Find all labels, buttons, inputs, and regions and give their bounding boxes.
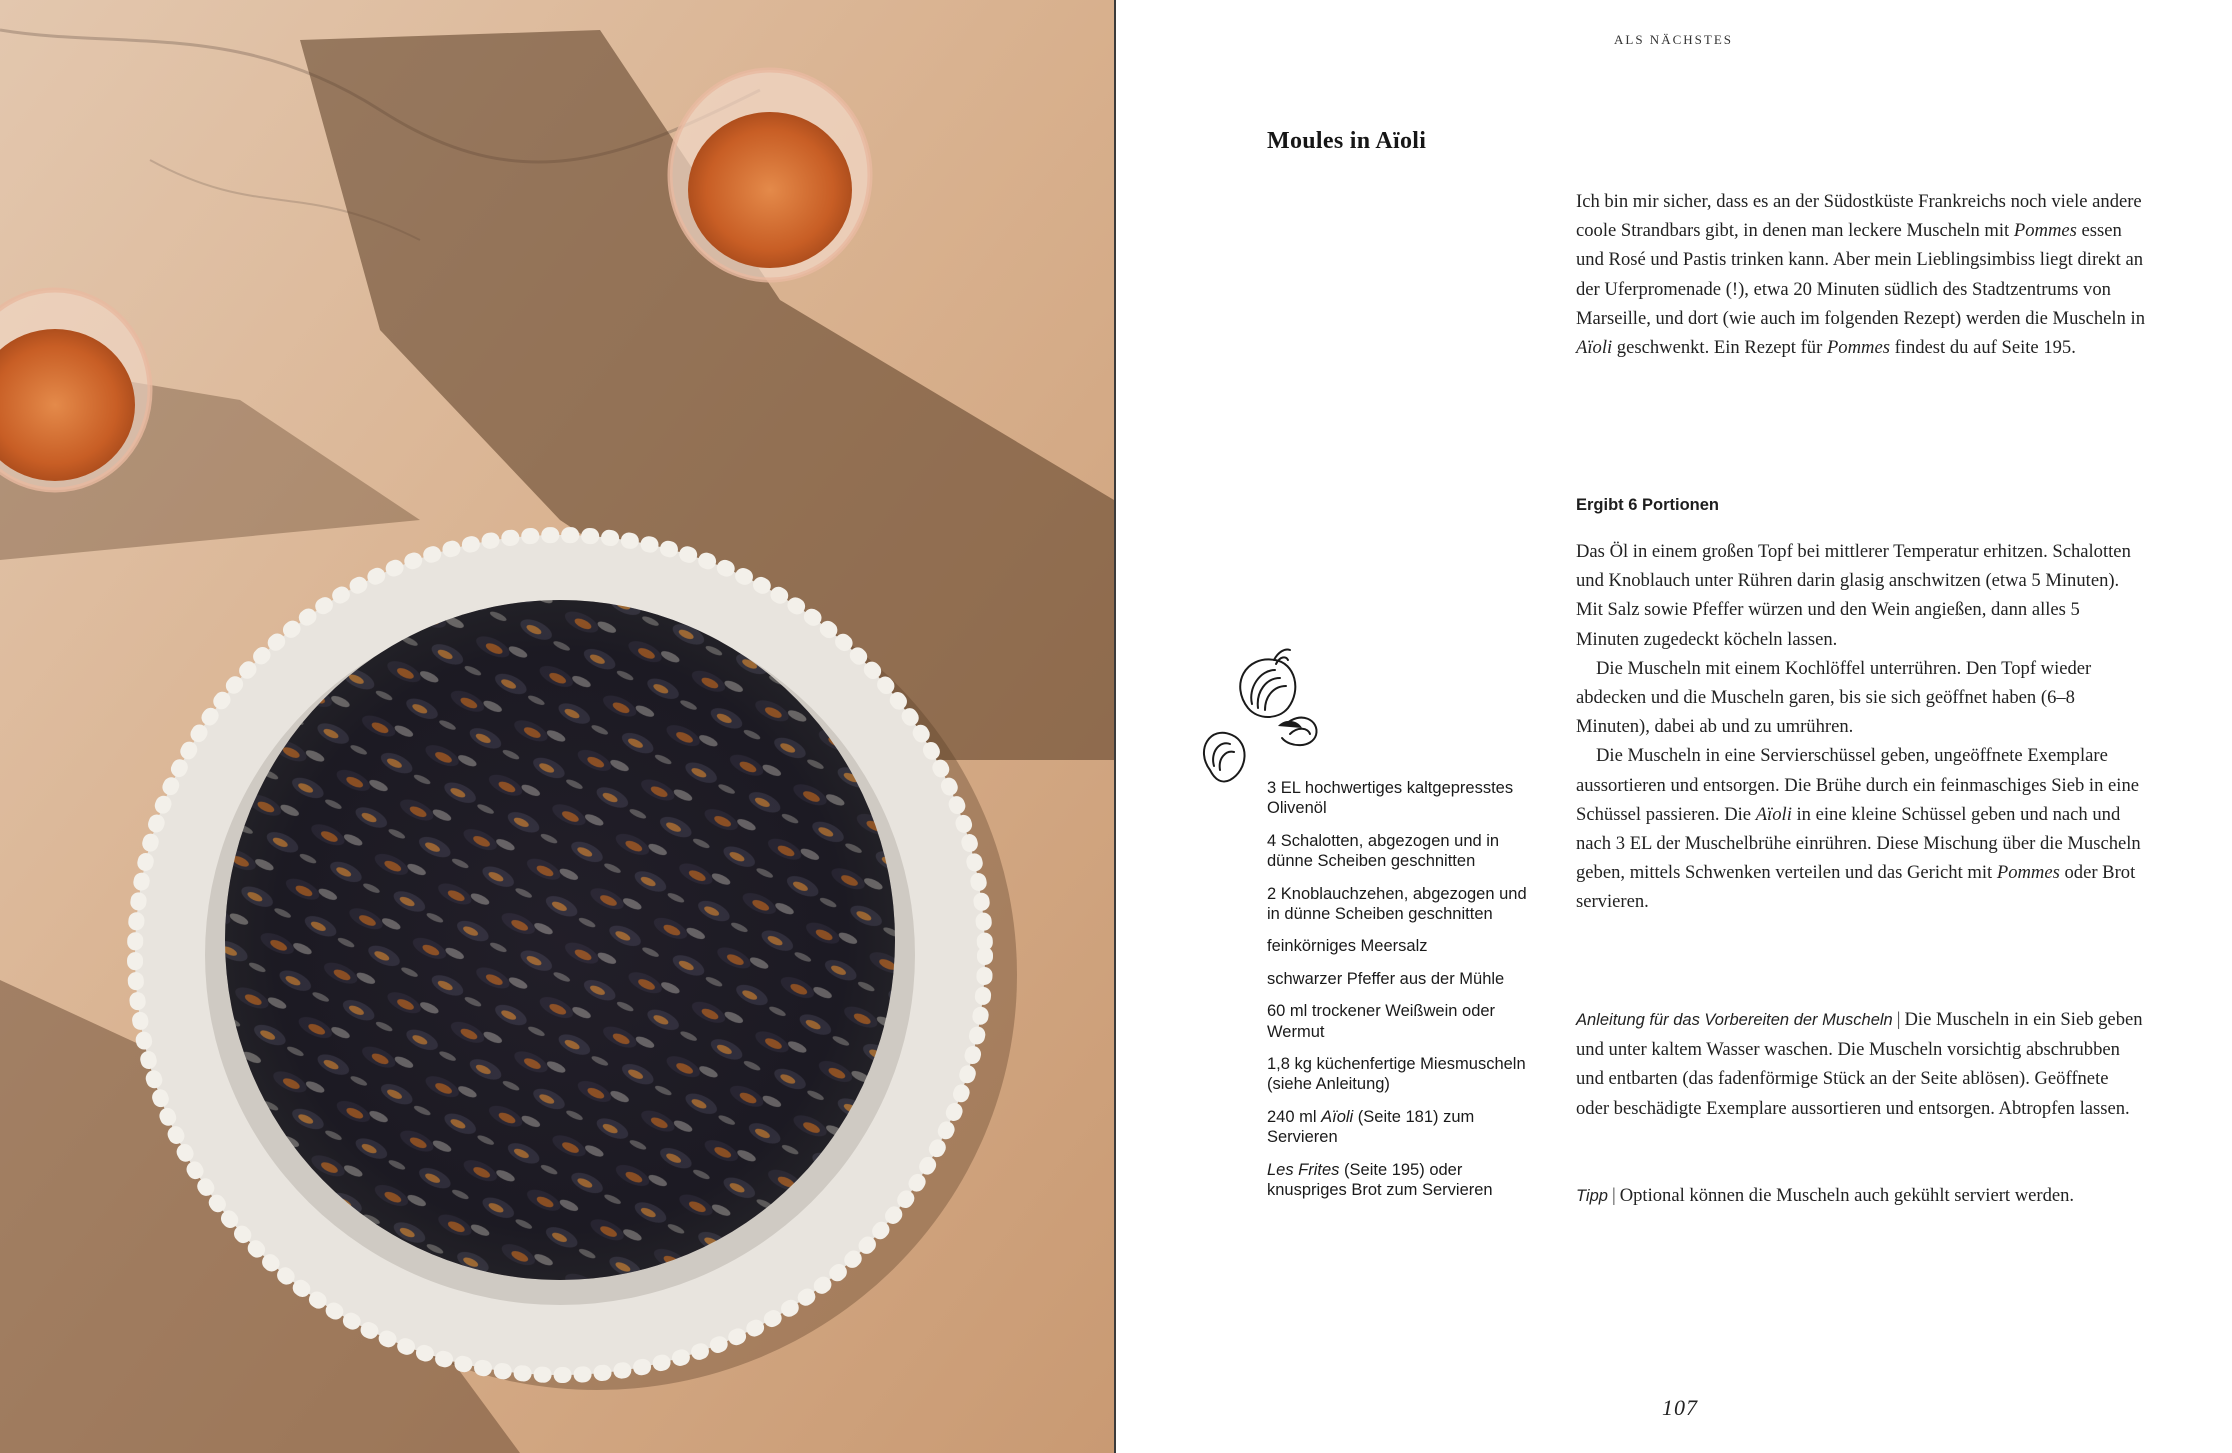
method-step-1 bbox=[1576, 537, 2146, 654]
yield-label: Ergibt 6 Portionen bbox=[1576, 496, 1720, 514]
clam-illustration-icon bbox=[1190, 630, 1330, 795]
method-step-run: Aïoli bbox=[1755, 803, 1792, 825]
method-step-run: Die Muscheln mit einem Kochlöffel unterrühren. Den Topf wieder abdecken und die Muscheln garen, bis sie sich geöffnet haben (6–8 Minuten), dabei ab und zu umrühren. bbox=[1576, 657, 2092, 738]
tip-label: Tipp bbox=[1576, 1187, 1608, 1205]
ingredient-run: Les Frites bbox=[1267, 1160, 1340, 1179]
ingredient-item bbox=[1267, 884, 1537, 925]
method-step-2 bbox=[1576, 654, 2146, 742]
intro-run: geschwenkt. Ein Rezept für bbox=[1612, 337, 1827, 359]
ingredient-run: 60 ml trockener Weißwein oder Wermut bbox=[1267, 1002, 1496, 1041]
intro-run: essen und Rosé und Pastis trinken kann. Aber mein Lieblingsimbiss liegt direkt an der Uferpromenade (!), etwa 20 Minuten südlich des Stadtzentrums von Marseille, und dort (wie auch im folgenden Rezept) werden die Muscheln in bbox=[1576, 220, 2145, 329]
ingredient-run: 3 EL hochwertiges kaltgepresstes Olivenöl bbox=[1267, 779, 1514, 818]
ingredient-run: Aïoli bbox=[1321, 1107, 1354, 1126]
ingredient-item bbox=[1267, 936, 1537, 956]
recipe-intro bbox=[1576, 187, 2146, 362]
ingredient-item bbox=[1267, 1054, 1537, 1095]
prep-note-text: Die Muscheln in ein Sieb geben und unter kaltem Wasser waschen. Die Muscheln vorsichtig abschrubben und entbarten (das fadenförmige Stück an der Seite ablösen). Geöffnete oder beschädigte Exemplare aussortieren und entsorgen. Abtropfen lassen. bbox=[1576, 1009, 2143, 1119]
ingredient-item bbox=[1267, 1160, 1537, 1201]
ingredient-list bbox=[1267, 778, 1537, 1213]
photo-mussels-in-bowl bbox=[0, 0, 1114, 1453]
running-head: ALS NÄCHSTES bbox=[1614, 32, 1733, 47]
method-step-3 bbox=[1576, 741, 2146, 916]
ingredient-run: schwarzer Pfeffer aus der Mühle bbox=[1267, 969, 1505, 988]
prep-note-label: Anleitung für das Vorbereiten der Muscheln bbox=[1576, 1011, 1893, 1029]
ingredient-run: 1,8 kg küchenfertige Miesmuscheln (siehe Anleitung) bbox=[1267, 1055, 1526, 1094]
ingredient-run: 240 ml bbox=[1267, 1107, 1322, 1126]
intro-run: Pommes bbox=[1826, 337, 1890, 359]
method-step-run: in eine kleine Schüssel geben und nach und nach 3 EL der Muschelbrühe einrühren. Diese Mischung über die Muscheln geben, mittels Schwenken verteilen und das Gericht mit bbox=[1576, 803, 2141, 884]
prep-note bbox=[1576, 1005, 2146, 1123]
ingredient-item bbox=[1267, 969, 1537, 989]
ingredient-item bbox=[1267, 1107, 1537, 1148]
recipe-title: Moules in Aïoli bbox=[1267, 128, 1427, 154]
ingredient-item bbox=[1267, 1001, 1537, 1042]
page-number: 107 bbox=[1662, 1395, 1698, 1420]
intro-run: findest du auf Seite 195. bbox=[1889, 337, 2076, 359]
ingredient-run: (Seite 181) zum Servieren bbox=[1267, 1107, 1475, 1147]
tip-text: Optional können die Muscheln auch gekühlt serviert werden. bbox=[1619, 1185, 2075, 1206]
prep-note-separator: | bbox=[1896, 1009, 1901, 1030]
intro-run: Pommes bbox=[2013, 220, 2077, 242]
intro-run: Ich bin mir sicher, dass es an der Südostküste Frankreichs noch viele andere coole Strandbars gibt, in denen man leckere Muscheln mit bbox=[1576, 191, 2142, 242]
method-step-run: oder Brot servieren. bbox=[1576, 862, 2136, 913]
ingredient-run: 4 Schalotten, abgezogen und in dünne Scheiben geschnitten bbox=[1267, 831, 1500, 871]
ingredient-item bbox=[1267, 831, 1537, 872]
ingredient-run: (Seite 195) oder knuspriges Brot zum Servieren bbox=[1267, 1160, 1493, 1200]
tip-separator: | bbox=[1611, 1185, 1616, 1206]
tip-note bbox=[1576, 1181, 2146, 1211]
method-step-run: Die Muscheln in eine Servierschüssel geben, ungeöffnete Exemplare aussortieren und entsorgen. Die Brühe durch ein feinmaschiges Sieb in eine Schüssel passieren. Die bbox=[1576, 745, 2139, 825]
method-step-run: Pommes bbox=[1996, 862, 2060, 884]
ingredient-run: 2 Knoblauchzehen, abgezogen und in dünne Scheiben geschnitten bbox=[1267, 884, 1527, 924]
method-step-run: Das Öl in einem großen Topf bei mittlerer Temperatur erhitzen. Schalotten und Knoblauch unter Rühren darin glasig anschwitzen (etwa 5 Minuten). Mit Salz sowie Pfeffer würzen und den Wein angießen, dann alles 5 Minuten zugedeckt köcheln lassen. bbox=[1576, 541, 2131, 650]
intro-run: Aïoli bbox=[1576, 337, 1613, 359]
ingredient-run: feinkörniges Meersalz bbox=[1267, 937, 1428, 956]
method-steps bbox=[1576, 537, 2146, 917]
ingredient-item bbox=[1267, 778, 1537, 819]
